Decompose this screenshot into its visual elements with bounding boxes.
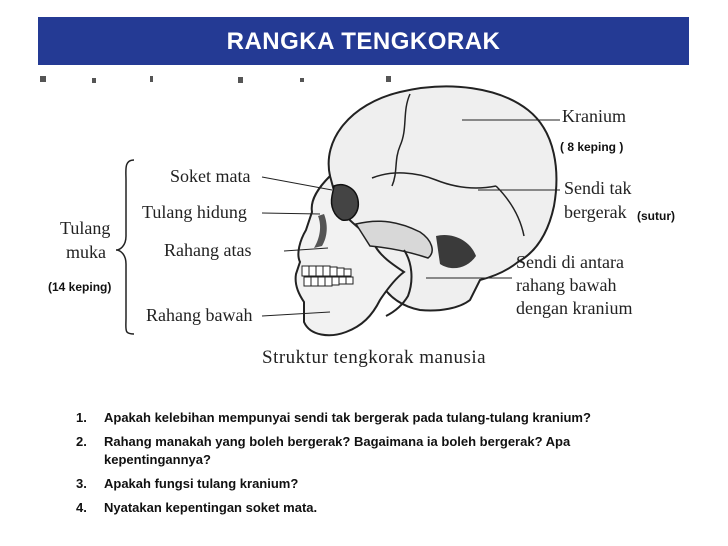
label-sendi-antara-line3: dengan kranium [516, 298, 633, 318]
question-list [74, 409, 654, 523]
label-tulang-muka-line1: Tulang [60, 218, 111, 238]
question-number: 1. [76, 410, 87, 425]
label-soket-mata: Soket mata [170, 166, 251, 186]
question-item [74, 475, 654, 493]
scan-artifact [40, 76, 391, 83]
leader-soket-mata [262, 177, 332, 190]
label-sendi-antara-line2: rahang bawah [516, 275, 617, 295]
label-rahang-bawah: Rahang bawah [146, 305, 253, 325]
slide-title: RANGKA TENGKORAK [226, 28, 501, 55]
question-number: 4. [76, 500, 87, 515]
question-number: 2. [76, 434, 87, 449]
label-tulang-hidung: Tulang hidung [142, 202, 247, 222]
question-number: 3. [76, 476, 87, 491]
label-sendi-antara-line1: Sendi di antara [516, 252, 624, 272]
label-muka-count: (14 keping) [48, 280, 112, 294]
question-text: Nyatakan kepentingan soket mata. [104, 500, 318, 515]
question-item [74, 499, 654, 517]
label-kranium: Kranium [562, 106, 626, 126]
label-rahang-atas: Rahang atas [164, 240, 252, 260]
label-sendi-tak-line1: Sendi tak [564, 178, 632, 198]
question-text: Apakah fungsi tulang kranium? [104, 476, 299, 491]
label-tulang-muka-line2: muka [66, 242, 106, 262]
upper-teeth [302, 266, 351, 276]
label-sendi-tak-line2: bergerak [564, 202, 627, 222]
question-text: Apakah kelebihan mempunyai sendi tak bergerak pada tulang-tulang kranium? [104, 410, 591, 425]
diagram-caption: Struktur tengkorak manusia [262, 347, 487, 368]
question-text: Rahang manakah yang boleh bergerak? Bagaimana ia boleh bergerak? Apa kepentingannya? [104, 434, 571, 467]
question-item [74, 409, 654, 427]
label-kranium-count: ( 8 keping ) [560, 140, 624, 154]
question-item [74, 433, 654, 469]
label-sutur: (sutur) [637, 209, 675, 223]
facial-bones-brace [116, 160, 134, 334]
